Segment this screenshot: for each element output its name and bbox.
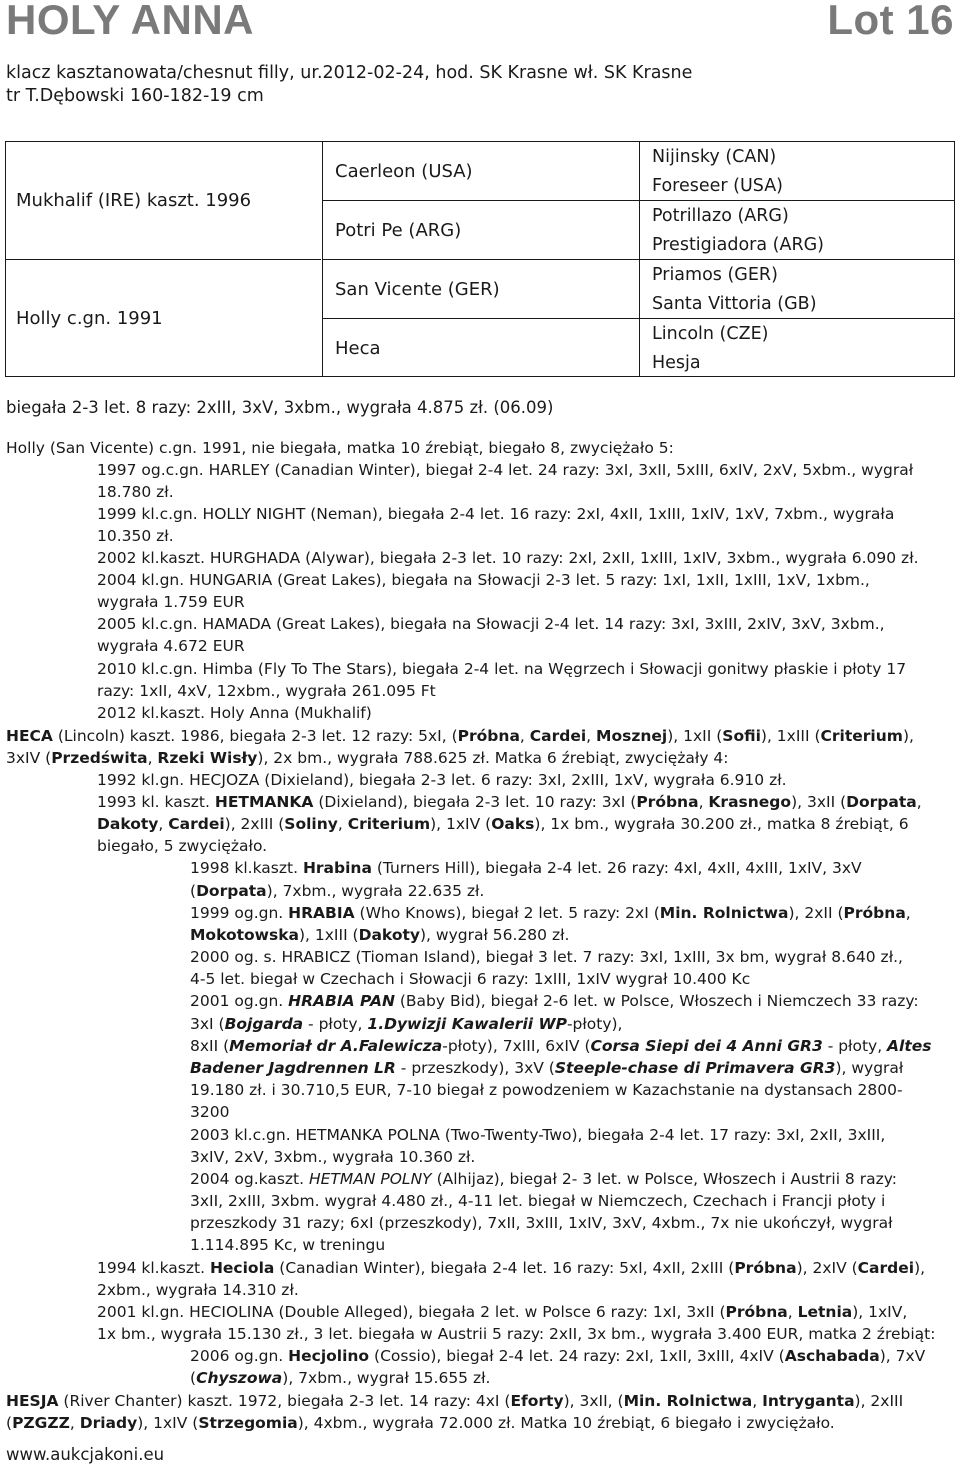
note-line [97, 525, 174, 547]
note-text: (Alhijaz), biegał 2- 3 let. w Polsce, Włoszech i Austrii 8 razy: [431, 1170, 897, 1188]
great-grandparent: Lincoln (CZE) [652, 323, 769, 344]
note-text: ), 3xII, ( [563, 1392, 624, 1410]
note-text: 2004 og.kaszt. [190, 1170, 309, 1188]
note-text: 3xIV ( [6, 749, 52, 767]
emphasis-text: PZGZZ [12, 1414, 70, 1432]
note-text: (Dixieland), biegała 2-3 let. 10 razy: 3xI ( [313, 793, 637, 811]
note-line [6, 747, 729, 769]
grandparent: Potri Pe (ARG) [335, 219, 462, 241]
great-grandparent: Priamos (GER) [652, 264, 778, 285]
note-line [190, 990, 919, 1012]
grandparent: Caerleon (USA) [335, 160, 473, 182]
note-text: 2001 og.gn. [190, 992, 289, 1010]
note-text: , [787, 1303, 798, 1321]
great-grandparent: Hesja [652, 352, 701, 373]
note-text: 1994 kl.kaszt. [97, 1259, 210, 1277]
note-text: 2xbm., wygrała 14.310 zł. [97, 1281, 299, 1299]
note-line [190, 1367, 490, 1389]
note-text: ), 1x bm., wygrała 30.200 zł., matka 8 źrebiąt, 6 [534, 815, 909, 833]
note-line [97, 702, 372, 724]
emphasis-text: HRABIA PAN [288, 992, 395, 1010]
emphasis-text: Aschabada [784, 1347, 880, 1365]
great-grandparent: Potrillazo (ARG) [652, 205, 789, 226]
note-text: 1x bm., wygrała 15.130 zł., 3 let. biegała w Austrii 5 razy: 2xII, 3x bm., wygrała 3.400 EUR, matka 2 źrebiąt: [97, 1325, 936, 1343]
note-line [97, 680, 436, 702]
great-grandparent: Prestigiadora (ARG) [652, 234, 825, 255]
page-header [6, 0, 954, 44]
note-text: wygrała 4.672 EUR [97, 637, 245, 655]
emphasis-text: Hrabina [302, 859, 372, 877]
note-text: 3200 [190, 1103, 230, 1121]
note-text: ), 1xII ( [667, 727, 723, 745]
note-text: 2005 kl.c.gn. HAMADA (Great Lakes), biegała na Słowacji 2-4 let. 14 razy: 3xI, 3xIII, 2xIV, 3xV, 3xbm., [97, 615, 885, 633]
note-line [190, 1035, 932, 1057]
note-line [97, 769, 787, 791]
pedigree-grandparents [322, 142, 639, 376]
note-line [190, 902, 911, 924]
note-line [190, 946, 903, 968]
note-line [190, 1124, 885, 1146]
note-text: 4-5 let. biegał w Czechach i Słowacji 6 razy: 1xIII, 1xIV wygrał 10.400 Kc [190, 970, 751, 988]
description-line: tr T.Dębowski 160-182-19 cm [6, 86, 264, 106]
note-text: , [905, 904, 911, 922]
note-text: biegało, 5 zwyciężało. [97, 837, 268, 855]
emphasis-text: Sofii [722, 727, 761, 745]
note-text: ), 1xIV ( [430, 815, 492, 833]
emphasis-text: HETMANKA [214, 793, 314, 811]
note-text: ), 3xII ( [791, 793, 847, 811]
note-text: , [519, 727, 530, 745]
emphasis-text: Eforty [510, 1392, 564, 1410]
note-text: (Canadian Winter), biegała 2-4 let. 16 razy: 5xI, 4xII, 2xIII ( [274, 1259, 735, 1277]
emphasis-text: Heciola [209, 1259, 275, 1277]
note-text: 2003 kl.c.gn. HETMANKA POLNA (Two-Twenty-Two), biegała 2-4 let. 17 razy: 3xI, 2xII, 3xIII, [190, 1126, 886, 1144]
lot-number: Lot 16 [827, 0, 954, 43]
note-text: ), 1xIII ( [760, 727, 821, 745]
note-line [97, 459, 913, 481]
note-text: 3xIV, 2xV, 3xbm., wygrała 10.360 zł. [190, 1148, 476, 1166]
note-text: ), 1xIII ( [298, 926, 359, 944]
emphasis-text: Przedświta [51, 749, 148, 767]
grandparent: San Vicente (GER) [335, 278, 500, 300]
note-text: , [916, 793, 922, 811]
note-text: , [752, 1392, 763, 1410]
note-line [97, 813, 909, 835]
note-text: 2002 kl.kaszt. HURGHADA (Alywar), biegała 2-3 let. 10 razy: 2xI, 2xII, 1xIII, 1xIV, 3xbm., wygrała 6.090 zł. [97, 549, 919, 567]
emphasis-text: Chyszowa [196, 1369, 283, 1387]
note-line [97, 503, 894, 525]
note-line [190, 1146, 475, 1168]
note-text: (Lincoln) kaszt. 1986, biegała 2-3 let. 12 razy: 5xI, ( [52, 727, 458, 745]
note-line [190, 1013, 622, 1035]
emphasis-text: HETMAN POLNY [308, 1170, 432, 1188]
note-text: ), 2xIII [854, 1392, 904, 1410]
note-text: , [698, 793, 709, 811]
note-text: , [586, 727, 597, 745]
note-text: 2010 kl.c.gn. Himba (Fly To The Stars), biegała 2-4 let. na Węgrzech i Słowacji gonitwy płaskie i płoty 17 [97, 660, 907, 678]
note-text: ), 7xbm., wygrała 22.635 zł. [266, 882, 485, 900]
note-text: przeszkody 31 razy; 6xI (przeszkody), 7xII, 3xIII, 1xIV, 3xV, 4xbm., 7x nie ukończył, wygrał [190, 1214, 893, 1232]
note-text: ), 7xbm., wygrał 15.655 zł. [282, 1369, 491, 1387]
note-text: 1.114.895 Kc, w treningu [190, 1236, 386, 1254]
note-line [6, 1412, 835, 1434]
pedigree-parents [6, 142, 321, 376]
note-line [6, 725, 914, 747]
note-text: ), 1xIV ( [137, 1414, 199, 1432]
note-text: 3xII, 2xIII, 3xbm. wygrał 4.480 zł., 4-11 let. biegał w Niemczech, Czechach i Francji płoty i [190, 1192, 886, 1210]
note-line [190, 880, 484, 902]
note-text: (Turners Hill), biegała 2-4 let. 26 razy: 4xI, 4xII, 4xIII, 1xIV, 3xV [371, 859, 862, 877]
emphasis-text: Próbna [636, 793, 699, 811]
horse-name: HOLY ANNA [6, 0, 254, 43]
note-text: ( [190, 882, 197, 900]
emphasis-text: Letnia [797, 1303, 853, 1321]
note-text: (Cossio), biegał 2-4 let. 24 razy: 2xI, 1xII, 3xIII, 4xIV ( [369, 1347, 785, 1365]
note-text: 1999 og.gn. [190, 904, 289, 922]
note-line [97, 1301, 907, 1323]
emphasis-text: Memoriał dr A.Falewicza [229, 1037, 443, 1055]
emphasis-text: Cardei [857, 1259, 915, 1277]
emphasis-text: Dakoty [97, 815, 159, 833]
emphasis-text: Intryganta [762, 1392, 855, 1410]
note-line [97, 1257, 925, 1279]
sire: Mukhalif (IRE) kaszt. 1996 [16, 190, 252, 211]
note-text: 19.180 zł. i 30.710,5 EUR, 7-10 biegał z powodzeniem w Kazachstanie na dystansach 2800- [190, 1081, 903, 1099]
note-line [190, 1079, 903, 1101]
note-text: (Baby Bid), biegał 2-6 let. w Polsce, Włoszech i Niemczech 33 razy: [394, 992, 919, 1010]
emphasis-text: Dorpata [196, 882, 267, 900]
emphasis-text: Próbna [725, 1303, 788, 1321]
note-text: -płoty), [566, 1015, 623, 1033]
note-text: -płoty), 7xIII, 6xIV ( [442, 1037, 591, 1055]
note-line [190, 1234, 385, 1256]
note-text: ( [6, 1414, 13, 1432]
race-record: biegała 2-3 let. 8 razy: 2xIII, 3xV, 3xbm., wygrała 4.875 zł. (06.09) [6, 398, 554, 417]
emphasis-text: Oaks [491, 815, 535, 833]
emphasis-text: Steeple-chase di Primavera GR3 [554, 1059, 836, 1077]
note-line [190, 1190, 885, 1212]
emphasis-text: Krasnego [708, 793, 792, 811]
emphasis-text: Mokotowska [190, 926, 299, 944]
emphasis-text: Min. Rolnictwa [623, 1392, 753, 1410]
note-text: 1992 kl.gn. HECJOZA (Dixieland), biegała 2-3 let. 6 razy: 3xI, 2xIII, 1xV, wygrała 6.910 zł. [97, 771, 787, 789]
note-text: 2001 kl.gn. HECIOLINA (Double Alleged), biegała 2 let. w Polsce 6 razy: 1xI, 3xII ( [97, 1303, 726, 1321]
pedigree-table [5, 141, 955, 377]
emphasis-text: Rzeki Wisły [157, 749, 258, 767]
note-text: ), 2xIV ( [796, 1259, 858, 1277]
emphasis-text: Bojgarda [224, 1015, 304, 1033]
emphasis-text: Altes [887, 1037, 932, 1055]
note-text: 1997 og.c.gn. HARLEY (Canadian Winter), biegał 2-4 let. 24 razy: 3xI, 3xII, 5xIII, 6xIV, 2xV, 5xbm., wygrał [97, 461, 914, 479]
great-grandparent: Foreseer (USA) [652, 175, 784, 196]
note-text: 2012 kl.kaszt. Holy Anna (Mukhalif) [97, 704, 372, 722]
note-line [97, 1323, 935, 1345]
emphasis-text: HRABIA [288, 904, 355, 922]
emphasis-text: Min. Rolnictwa [659, 904, 789, 922]
note-text: ), wygrał [835, 1059, 904, 1077]
note-text: 3xI ( [190, 1015, 225, 1033]
emphasis-text: HECA [6, 727, 53, 745]
note-text: 10.350 zł. [97, 527, 174, 545]
emphasis-text: Driady [79, 1414, 138, 1432]
emphasis-text: Cardei [529, 727, 587, 745]
great-grandparent: Nijinsky (CAN) [652, 146, 777, 167]
note-line [6, 437, 674, 459]
note-text: razy: 1xII, 4xV, 12xbm., wygrała 261.095 Ft [97, 682, 436, 700]
note-text: , [147, 749, 158, 767]
note-text: ( [190, 1369, 197, 1387]
note-line [190, 857, 862, 879]
emphasis-text: Corsa Siepi dei 4 Anni GR3 [590, 1037, 823, 1055]
note-text: ), 2xIII ( [224, 815, 285, 833]
note-line [190, 1101, 229, 1123]
note-text: (River Chanter) kaszt. 1972, biegała 2-3 let. 14 razy: 4xI ( [58, 1392, 511, 1410]
emphasis-text: 1.Dywizji Kawalerii WP [367, 1015, 567, 1033]
note-text: ), 7xV [879, 1347, 926, 1365]
note-text: 1993 kl. kaszt. [97, 793, 215, 811]
note-text: wygrała 1.759 EUR [97, 593, 245, 611]
note-text: 1998 kl.kaszt. [190, 859, 303, 877]
note-text: , [69, 1414, 80, 1432]
note-text: (Who Knows), biegał 2 let. 5 razy: 2xI ( [354, 904, 660, 922]
note-line [190, 1168, 897, 1190]
emphasis-text: Hecjolino [288, 1347, 370, 1365]
emphasis-text: Soliny [284, 815, 338, 833]
note-text: ), 2x bm., wygrała 788.625 zł. Matka 6 źrebiąt, zwyciężały 4: [257, 749, 729, 767]
emphasis-text: Badener Jagdrennen LR [190, 1059, 396, 1077]
note-text: , [158, 815, 169, 833]
horse-description [6, 62, 726, 108]
note-line [97, 791, 922, 813]
note-text: 2000 og. s. HRABICZ (Tioman Island), biegał 3 let. 7 razy: 3xI, 1xIII, 3x bm, wygrał 8.640 zł., [190, 948, 903, 966]
emphasis-text: Cardei [168, 815, 225, 833]
emphasis-text: Próbna [734, 1259, 797, 1277]
great-grandparent: Santa Vittoria (GB) [652, 293, 817, 314]
note-line [190, 968, 750, 990]
note-line [97, 613, 885, 635]
note-text: ), 1xIV, [852, 1303, 908, 1321]
note-line [190, 1345, 925, 1367]
description-line: klacz kasztanowata/chesnut filly, ur.2012-02-24, hod. SK Krasne wł. SK Krasne [6, 63, 693, 83]
note-line [190, 924, 569, 946]
note-text: 2006 og.gn. [190, 1347, 289, 1365]
note-text: ), [914, 1259, 926, 1277]
note-line [97, 1279, 299, 1301]
note-line [190, 1212, 893, 1234]
note-text: ), 2xII ( [788, 904, 844, 922]
grandparent: Heca [335, 337, 381, 359]
emphasis-text: Strzegomia [198, 1414, 298, 1432]
note-line [97, 547, 919, 569]
note-text: , [337, 815, 348, 833]
note-line [97, 635, 245, 657]
note-text: Holly (San Vicente) c.gn. 1991, nie biegała, matka 10 źrebiąt, biegało 8, zwyciężało 5: [6, 439, 674, 457]
emphasis-text: Próbna [843, 904, 906, 922]
note-line [190, 1057, 903, 1079]
note-text: ), [902, 727, 914, 745]
note-text: 18.780 zł. [97, 483, 174, 501]
footer-url: www.aukcjakoni.eu [6, 1445, 165, 1464]
emphasis-text: HESJA [6, 1392, 59, 1410]
note-line [97, 481, 174, 503]
emphasis-text: Dorpata [846, 793, 917, 811]
dam: Holly c.gn. 1991 [16, 308, 163, 329]
note-text: ), 4xbm., wygrała 72.000 zł. Matka 10 źrebiąt, 6 biegało i zwyciężało. [297, 1414, 835, 1432]
emphasis-text: Mosznej [596, 727, 668, 745]
note-text: 1999 kl.c.gn. HOLLY NIGHT (Neman), biegała 2-4 let. 16 razy: 2xI, 4xII, 1xIII, 1xIV, 1xV, 7xbm., wygrała [97, 505, 895, 523]
note-line [97, 591, 245, 613]
note-line [97, 658, 906, 680]
note-line [6, 1390, 903, 1412]
emphasis-text: Dakoty [358, 926, 420, 944]
note-text: - płoty, [822, 1037, 888, 1055]
note-text: - płoty, [303, 1015, 368, 1033]
emphasis-text: Próbna [457, 727, 520, 745]
note-line [97, 835, 267, 857]
note-text: 8xII ( [190, 1037, 230, 1055]
pedigree-great-grandparents [639, 142, 955, 376]
note-text: 2004 kl.gn. HUNGARIA (Great Lakes), biegała na Słowacji 2-3 let. 5 razy: 1xI, 1xII, 1xIII, 1xV, 1xbm., [97, 571, 870, 589]
note-text: - przeszkody), 3xV ( [395, 1059, 555, 1077]
emphasis-text: Criterium [347, 815, 431, 833]
note-line [97, 569, 870, 591]
note-text: ), wygrał 56.280 zł. [420, 926, 570, 944]
emphasis-text: Criterium [820, 727, 903, 745]
